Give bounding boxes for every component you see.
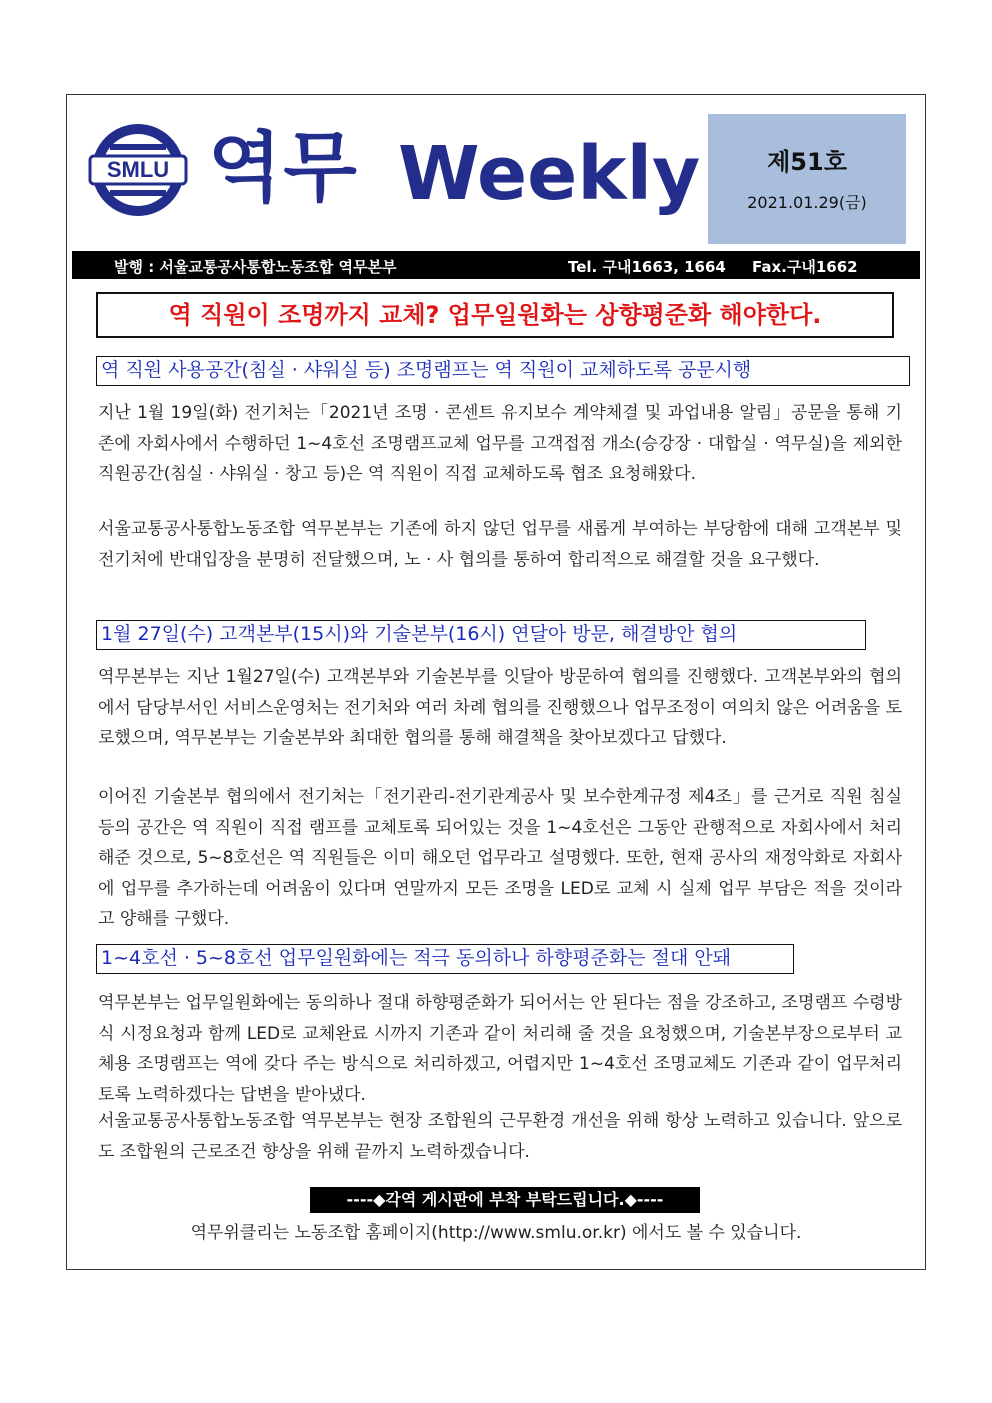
- main-headline: 역 직원이 조명까지 교체? 업무일원화는 상향평준화 해야한다.: [96, 292, 894, 338]
- issue-date: 2021.01.29(금): [747, 193, 867, 212]
- section-2-heading: 1월 27일(수) 고객본부(15시)와 기술본부(16시) 연달아 방문, 해결방안 협의: [96, 620, 866, 650]
- issue-number: 제51호: [767, 148, 847, 176]
- section-2-paragraph-1: 역무본부는 지난 1월27일(수) 고객본부와 기술본부를 잇달아 방문하여 협의를 진행했다. 고객본부와의 협의에서 담당부서인 서비스운영처는 전기처와 여러 차례 협의를 진행했으나 업무조정이 여의치 않은 어려움을 토로했으며, 역무본부는 기술본부와 최대한 협의를 통해 해결책을 찾아보겠다고 답했다.: [98, 667, 902, 748]
- title-korean: 역무: [208, 123, 359, 212]
- section-1-heading: 역 직원 사용공간(침실 · 샤워실 등) 조명램프는 역 직원이 교체하도록 공문시행: [96, 356, 910, 386]
- section-2-paragraph-2: 이어진 기술본부 협의에서 전기처는「전기관리-전기관계공사 및 보수한계규정 제4조」를 근거로 직원 침실 등의 공간은 역 직원이 직접 램프를 교체토록 되어있는 것을 1~4호선은 그동안 관행적으로 자회사에서 처리해준 것으로, 5~8호선은 역 직원들은 이미 해오던 업무라고 설명했다. 또한, 현재 공사의 재정악화로 자회사에 업무를 추가하는데 어려움이 있다며 연말까지 모든 조명을 LED로 교체 시 실제 업무 부담은 적을 것이라고 양해를 구했다.: [98, 787, 902, 929]
- title-english: Weekly: [398, 131, 701, 217]
- logo-text: SMLU: [106, 157, 170, 182]
- section-3-heading: 1~4호선 · 5~8호선 업무일원화에는 적극 동의하나 하향평준화는 절대 안돼: [96, 944, 794, 974]
- section-3-paragraph-1: 역무본부는 업무일원화에는 동의하나 절대 하향평준화가 되어서는 안 된다는 점을 강조하고, 조명램프 수령방식 시정요청과 함께 LED로 교체완료 시까지 기존과 같이 처리해 줄 것을 요청했으며, 기술본부장으로부터 교체용 조명램프는 역에 갖다 주는 방식으로 처리하겠고, 어렵지만 1~4호선 조명교체도 기존과 같이 업무처리토록 노력하겠다는 답변을 받아냈다.: [98, 993, 902, 1105]
- section-3-paragraph-2: 서울교통공사통합노동조합 역무본부는 현장 조합원의 근무환경 개선을 위해 항상 노력하고 있습니다. 앞으로도 조합원의 근로조건 향상을 위해 끝까지 노력하겠습니다.: [98, 1111, 902, 1162]
- publisher-text: 발행 : 서울교통공사통합노동조합 역무본부: [114, 258, 397, 276]
- section-1-paragraph-1: 지난 1월 19일(화) 전기처는「2021년 조명 · 콘센트 유지보수 계약체결 및 과업내용 알림」공문을 통해 기존에 자회사에서 수행하던 1~4호선 조명램프교체 업무를 고객접점 개소(승강장 · 대합실 · 역무실)을 제외한 직원공간(침실 · 샤워실 · 창고 등)은 역 직원이 직접 교체하도록 협조 요청해왔다.: [98, 403, 902, 484]
- tel-text: Tel. 구내1663, 1664: [568, 258, 726, 276]
- publisher-bar: [72, 251, 920, 279]
- footer-text: 역무위클리는 노동조합 홈페이지(http://www.smlu.or.kr) 에서도 볼 수 있습니다.: [190, 1223, 802, 1243]
- issue-box: [708, 114, 906, 244]
- section-1-paragraph-2: 서울교통공사통합노동조합 역무본부는 기존에 하지 않던 업무를 새롭게 부여하는 부당함에 대해 고객본부 및 전기처에 반대입장을 분명히 전달했으며, 노 · 사 협의를 통하여 합리적으로 해결할 것을 요구했다.: [98, 519, 902, 570]
- fax-text: Fax.구내1662: [752, 258, 858, 276]
- smlu-logo: [88, 120, 188, 220]
- notice-banner: ----◆각역 게시판에 부착 부탁드립니다.◆----: [310, 1187, 700, 1213]
